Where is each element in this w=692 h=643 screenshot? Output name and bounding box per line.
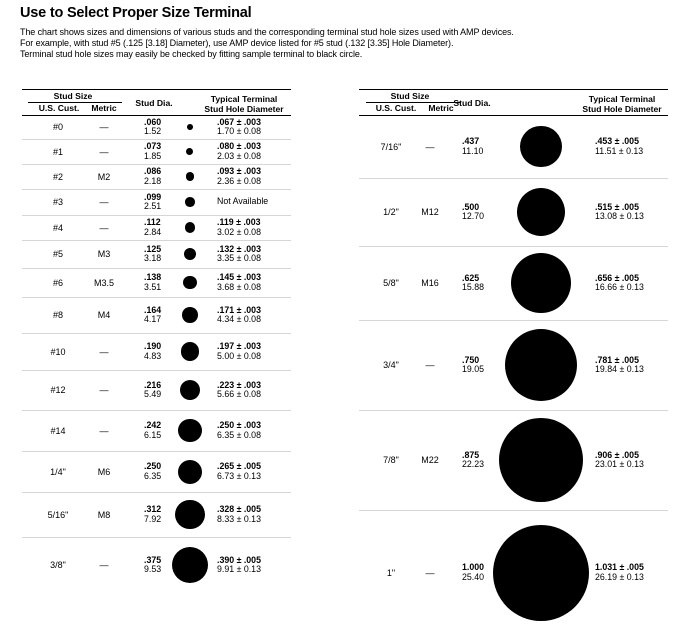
left-row-divider (22, 333, 291, 334)
right-row-metric: M22 (421, 455, 439, 465)
left-row-hole-in: .067 ± .003 (217, 116, 261, 127)
left-row-hole-in: .328 ± .005 (217, 504, 261, 514)
left-header-terminal (196, 95, 292, 114)
right-row-stud-dia (462, 451, 484, 470)
left-row-stud-dia-mm: 3.18 (144, 253, 162, 263)
left-row-us-cust: 1/4" (50, 466, 66, 477)
left-row-divider (22, 451, 291, 452)
left-row-stud-dia-in: .086 (144, 166, 162, 176)
left-row-us-cust: #14 (50, 425, 66, 436)
left-row-stud-dia-mm: 3.51 (144, 281, 162, 292)
left-row-hole-in: Not Available (217, 196, 269, 206)
left-row-divider (22, 189, 291, 190)
right-row-stud-dia-mm: 19.05 (462, 364, 485, 374)
left-row-stud-circle (172, 547, 208, 583)
left-row-hole-dia (217, 167, 261, 186)
right-row-hole-mm: 13.08 ± 0.13 (595, 211, 644, 221)
left-row-stud-dia-in: .164 (144, 304, 162, 315)
left-row-stud-circle (180, 380, 201, 401)
left-row-stud-circle (178, 460, 202, 484)
left-row-divider (22, 370, 291, 371)
left-row-stud-dia (144, 556, 161, 575)
left-row-stud-dia (144, 273, 161, 292)
left-row-hole-dia (217, 421, 261, 440)
left-row-divider (22, 297, 291, 298)
left-row-hole-dia (217, 381, 261, 400)
left-row-stud-dia-mm: 9.53 (144, 564, 162, 574)
left-row-hole-mm: 5.00 ± 0.08 (217, 350, 261, 361)
left-row-hole-dia (217, 118, 261, 137)
left-row-hole-dia (217, 245, 261, 264)
left-row-hole-in: .250 ± .003 (217, 420, 261, 430)
left-row-metric: — (99, 222, 109, 233)
left-header-stud-size: Stud Size (53, 91, 93, 101)
left-row-stud-dia-in: .312 (144, 504, 162, 514)
left-table-top-rule (22, 89, 291, 90)
left-row-hole-dia (217, 142, 261, 161)
left-row-stud-dia-mm: 5.49 (144, 389, 162, 399)
left-row-stud-dia (144, 462, 161, 481)
left-row-stud-dia-mm: 2.51 (144, 201, 162, 211)
left-row-stud-circle (181, 342, 199, 360)
left-row-hole-in: .390 ± .005 (217, 554, 261, 565)
left-row-stud-dia-in: .216 (144, 379, 162, 390)
right-row-stud-dia-in: .437 (462, 136, 480, 146)
left-row-hole-mm: 2.36 ± 0.08 (217, 175, 261, 186)
right-row-stud-dia-in: 1.000 (462, 562, 485, 572)
right-row-stud-dia-in: .875 (462, 449, 480, 460)
left-row-divider (22, 268, 291, 269)
left-row-stud-dia-mm: 4.17 (144, 314, 162, 324)
right-row-metric: — (425, 567, 435, 578)
left-row-stud-dia-in: .073 (144, 141, 162, 151)
right-row-stud-dia-in: .750 (462, 354, 480, 365)
left-row-metric: — (99, 385, 109, 395)
right-row-us-cust: 3/4" (383, 360, 399, 370)
right-row-stud-dia-mm: 15.88 (462, 282, 485, 292)
left-row-stud-dia (144, 142, 161, 161)
left-row-divider (22, 492, 291, 493)
left-row-us-cust: #2 (52, 171, 63, 182)
left-row-us-cust: #10 (50, 346, 66, 357)
right-row-divider (359, 178, 668, 179)
left-row-metric: M8 (97, 509, 111, 520)
right-row-stud-dia (462, 563, 484, 582)
left-row-metric: — (99, 197, 109, 207)
left-row-hole-in: .080 ± .003 (217, 141, 261, 151)
right-row-us-cust: 7/16" (380, 141, 402, 152)
right-row-hole-mm: 16.66 ± 0.13 (595, 282, 644, 292)
left-row-stud-dia-mm: 1.52 (144, 126, 162, 136)
left-row-stud-circle (186, 172, 194, 180)
left-row-stud-dia-in: .190 (144, 341, 162, 351)
left-row-stud-circle (185, 197, 195, 207)
left-row-hole-mm: 5.66 ± 0.08 (217, 389, 261, 399)
left-row-stud-circle (187, 124, 193, 130)
right-row-divider (359, 410, 668, 411)
left-row-stud-dia (144, 505, 161, 524)
left-row-stud-circle (178, 419, 201, 442)
left-row-stud-dia-in: .375 (144, 554, 162, 565)
left-row-metric: M3.5 (93, 277, 114, 288)
left-row-metric: — (99, 146, 109, 157)
left-row-divider (22, 139, 291, 140)
left-row-divider (22, 410, 291, 411)
right-row-stud-dia (462, 137, 483, 156)
left-row-metric: — (99, 425, 109, 436)
left-row-stud-dia-mm: 2.84 (144, 226, 162, 237)
left-row-metric: M3 (97, 249, 111, 259)
right-table-header-rule (359, 115, 668, 116)
left-row-stud-dia-mm: 1.85 (144, 150, 162, 161)
right-table-top-rule (359, 89, 668, 90)
intro-line-1: The chart shows sizes and dimensions of various studs and the corresponding terminal stud hole sizes used with AMP devices. (20, 27, 514, 37)
left-row-metric: M4 (97, 310, 111, 320)
left-row-hole-mm: 3.68 ± 0.08 (217, 281, 261, 292)
left-row-stud-dia (144, 306, 161, 325)
right-row-stud-circle (493, 525, 589, 621)
right-row-us-cust: 1/2" (383, 207, 399, 217)
right-header-stud-dia: Stud Dia. (453, 98, 491, 108)
left-row-stud-dia-in: .060 (144, 116, 162, 127)
right-row-hole-mm: 19.84 ± 0.13 (595, 364, 644, 374)
left-row-hole-mm: 4.34 ± 0.08 (217, 314, 261, 324)
left-row-us-cust: #0 (52, 122, 63, 132)
left-row-stud-dia-mm: 6.15 (144, 429, 162, 440)
left-row-divider (22, 240, 291, 241)
left-row-us-cust: 3/8" (50, 560, 66, 570)
intro-line-2: For example, with stud #5 (.125 [3.18] Diameter), use AMP device listed for #5 stud (.132 [3.35] Hole Diameter). (20, 38, 454, 48)
right-row-stud-dia-mm: 11.10 (462, 145, 484, 156)
left-row-us-cust: #4 (52, 222, 63, 233)
left-row-us-cust: 5/16" (47, 509, 69, 520)
left-row-divider (22, 537, 291, 538)
intro-line-3: Terminal stud hole sizes may easily be checked by fitting sample terminal to black circle. (20, 49, 363, 59)
right-row-metric: M16 (421, 278, 439, 288)
left-row-stud-dia (144, 193, 161, 212)
left-row-stud-circle (175, 500, 205, 530)
right-row-hole-dia (595, 451, 644, 470)
right-row-hole-in: .515 ± .005 (595, 201, 639, 212)
left-row-stud-dia-mm: 6.35 (144, 470, 162, 481)
left-row-us-cust: #12 (50, 385, 66, 395)
left-row-hole-mm: 3.02 ± 0.08 (217, 226, 261, 237)
left-row-hole-mm: 3.35 ± 0.08 (217, 253, 261, 263)
right-row-hole-mm: 11.51 ± 0.13 (595, 145, 644, 156)
right-row-stud-dia-in: .625 (462, 272, 480, 283)
left-row-stud-dia-mm: 2.18 (144, 175, 162, 186)
right-row-hole-dia (595, 137, 643, 156)
left-row-hole-in: .093 ± .003 (217, 166, 261, 176)
left-row-stud-dia (144, 167, 161, 186)
left-row-metric: — (99, 346, 109, 357)
right-row-stud-dia-mm: 12.70 (462, 211, 485, 221)
left-row-stud-dia (144, 218, 161, 237)
left-row-us-cust: #5 (52, 249, 63, 259)
left-row-stud-circle (182, 307, 198, 323)
left-header-terminal-line1: Typical Terminal (210, 94, 278, 104)
right-row-divider (359, 510, 668, 511)
left-row-hole-dia (217, 218, 261, 237)
left-row-hole-in: .132 ± .003 (217, 243, 261, 254)
left-row-stud-dia-in: .125 (144, 243, 162, 254)
left-row-stud-dia (144, 118, 161, 137)
right-header-us-cust: U.S. Cust. (375, 103, 417, 113)
left-row-stud-dia-in: .138 (144, 272, 162, 282)
left-row-stud-dia (144, 421, 161, 440)
right-header-metric: Metric (428, 103, 454, 113)
left-row-metric: M6 (97, 466, 111, 477)
right-header-terminal (572, 95, 672, 114)
left-row-us-cust: #8 (52, 310, 63, 320)
left-row-metric: — (99, 122, 109, 132)
right-row-hole-dia (595, 356, 644, 375)
left-row-hole-in: .145 ± .003 (217, 272, 261, 282)
right-row-stud-circle (505, 329, 577, 401)
left-row-stud-circle (186, 148, 193, 155)
left-row-hole-mm: 2.03 ± 0.08 (217, 150, 261, 161)
right-row-metric: M12 (421, 207, 439, 217)
right-row-stud-dia (462, 274, 484, 293)
left-row-hole-mm: 9.91 ± 0.13 (217, 564, 261, 574)
right-row-us-cust: 7/8" (383, 455, 399, 465)
right-row-stud-circle (511, 253, 571, 313)
left-row-hole-dia (217, 273, 261, 292)
right-row-us-cust: 1" (386, 567, 396, 578)
right-row-stud-dia-mm: 25.40 (462, 571, 485, 582)
right-row-hole-dia (595, 203, 644, 222)
right-row-hole-dia (595, 563, 644, 582)
left-row-stud-dia-mm: 4.83 (144, 350, 162, 361)
left-row-metric: M2 (97, 171, 111, 182)
right-header-terminal-line2: Stud Hole Diameter (582, 103, 662, 114)
left-row-us-cust: #6 (52, 277, 63, 288)
left-row-hole-in: .265 ± .005 (217, 461, 261, 471)
right-row-hole-mm: 26.19 ± 0.13 (595, 571, 644, 582)
right-row-stud-circle (520, 126, 562, 168)
right-row-us-cust: 5/8" (383, 278, 399, 288)
right-row-metric: — (425, 141, 435, 152)
right-row-stud-circle (499, 418, 583, 502)
right-row-stud-dia (462, 356, 484, 375)
left-header-metric: Metric (91, 103, 117, 113)
right-row-hole-in: .453 ± .005 (595, 136, 639, 146)
left-header-terminal-line2: Stud Hole Diameter (204, 103, 284, 114)
left-row-stud-dia (144, 245, 161, 264)
left-row-stud-circle (184, 248, 196, 260)
left-row-hole-mm: 8.33 ± 0.13 (217, 513, 261, 524)
left-row-stud-circle (183, 276, 196, 289)
left-row-hole-dia (217, 306, 261, 325)
left-row-hole-in: .223 ± .003 (217, 379, 261, 390)
left-row-hole-dia (217, 462, 261, 481)
left-row-hole-in: .171 ± .003 (217, 304, 261, 315)
right-row-stud-circle (517, 188, 565, 236)
right-row-hole-in: .656 ± .005 (595, 272, 639, 283)
left-row-hole-mm: 1.70 ± 0.08 (217, 126, 261, 136)
page-title: Use to Select Proper Size Terminal (20, 5, 252, 21)
right-row-hole-in: .781 ± .005 (595, 354, 639, 365)
right-row-divider (359, 320, 668, 321)
left-row-stud-dia (144, 342, 161, 361)
left-row-hole-in: .197 ± .003 (217, 341, 261, 351)
left-row-hole-mm: 6.35 ± 0.08 (217, 429, 261, 440)
right-row-stud-dia-in: .500 (462, 201, 480, 212)
right-row-metric: — (425, 360, 435, 370)
left-row-us-cust: #1 (52, 146, 63, 157)
left-row-us-cust: #3 (52, 197, 63, 207)
left-row-stud-dia-in: .099 (144, 191, 162, 202)
left-row-stud-dia-mm: 7.92 (144, 513, 162, 524)
left-row-stud-circle (185, 222, 196, 233)
left-row-divider (22, 164, 291, 165)
right-row-hole-dia (595, 274, 644, 293)
right-row-divider (359, 246, 668, 247)
left-row-stud-dia-in: .242 (144, 420, 162, 430)
right-row-hole-mm: 23.01 ± 0.13 (595, 459, 644, 469)
right-header-stud-size: Stud Size (390, 91, 430, 101)
left-row-hole-dia (217, 556, 261, 575)
left-row-stud-dia (144, 381, 161, 400)
right-header-terminal-line1: Typical Terminal (588, 94, 656, 104)
right-row-stud-dia-mm: 22.23 (462, 459, 485, 469)
left-row-hole-in: .119 ± .003 (217, 217, 261, 227)
right-row-stud-dia (462, 203, 484, 222)
right-row-hole-in: 1.031 ± .005 (595, 562, 644, 572)
left-header-stud-dia: Stud Dia. (135, 98, 173, 108)
left-table-header-rule (22, 115, 291, 116)
left-row-metric: — (99, 560, 109, 570)
left-row-stud-dia-in: .250 (144, 461, 162, 471)
left-row-hole-dia (217, 505, 261, 524)
left-row-hole-mm: 6.73 ± 0.13 (217, 470, 261, 481)
left-header-us-cust: U.S. Cust. (38, 103, 80, 113)
right-row-hole-in: .906 ± .005 (595, 449, 639, 460)
left-row-divider (22, 215, 291, 216)
left-row-stud-dia-in: .112 (144, 217, 161, 227)
left-row-hole-dia (217, 342, 261, 361)
